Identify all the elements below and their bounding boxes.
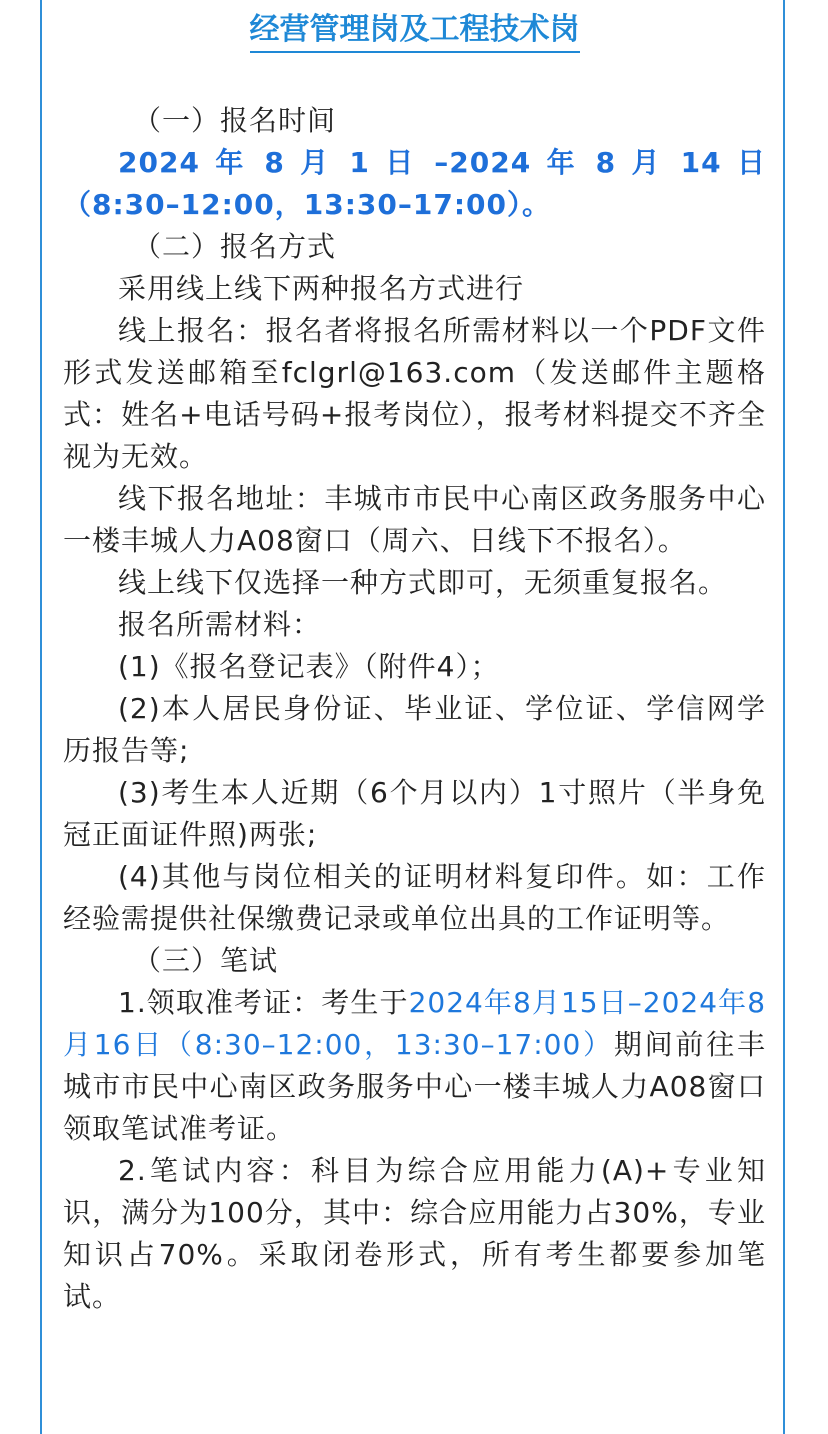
material-item: (1)《报名登记表》（附件4）； — [118, 650, 500, 683]
admission-ticket-paragraph — [63, 982, 766, 1150]
admission-ticket-prefix: 1.领取准考证：考生于 — [118, 986, 409, 1019]
required-materials-heading: 报名所需材料： — [118, 608, 322, 641]
admission-ticket-date: 2024年8月15日–2024年8月16日（8:30–12:00，13:30–17:00） — [63, 986, 767, 1061]
registration-note: 线上线下仅选择一种方式即可，无须重复报名。 — [118, 566, 728, 599]
section-heading-registration-method: （二）报名方式 — [133, 230, 337, 263]
registration-method-intro: 采用线上线下两种报名方式进行 — [118, 272, 525, 305]
online-registration: 线上报名：报名者将报名所需材料以一个PDF文件形式发送邮箱至fclgrl@163.com（发送邮件主题格式：姓名+电话号码+报考岗位），报考材料提交不齐全视为无效。 — [63, 314, 766, 473]
material-item: (4)其他与岗位相关的证明材料复印件。如：工作经验需提供社保缴费记录或单位出具的工作证明等。 — [63, 860, 766, 935]
section-heading-written-exam: （三）笔试 — [133, 944, 279, 977]
section-heading-registration-time: （一）报名时间 — [133, 104, 337, 137]
registration-date: 2024 年 8 月 1 日 –2024 年 8 月 14 日 （8:30–12:00，13:30–17:00）。 — [63, 146, 766, 221]
material-item: (3)考生本人近期（6个月以内）1寸照片（半身免冠正面证件照)两张; — [63, 776, 766, 851]
material-item: (2)本人居民身份证、毕业证、学位证、学信网学历报告等; — [63, 692, 766, 767]
document-content — [63, 0, 766, 1318]
exam-content-paragraph: 2.笔试内容：科目为综合应用能力(A)+专业知识，满分为100分，其中：综合应用能力占30%，专业知识占70%。采取闭卷形式，所有考生都要参加笔试。 — [63, 1154, 766, 1313]
offline-registration-address: 线下报名地址：丰城市市民中心南区政务服务中心一楼丰城人力A08窗口（周六、日线下不报名）。 — [63, 482, 766, 557]
admission-ticket-suffix: 期间前往丰城市市民中心南区政务服务中心一楼丰城人力A08窗口领取笔试准考证。 — [63, 1028, 766, 1145]
page-title — [63, 0, 766, 82]
page-title-text: 经营管理岗及工程技术岗 — [250, 12, 580, 53]
